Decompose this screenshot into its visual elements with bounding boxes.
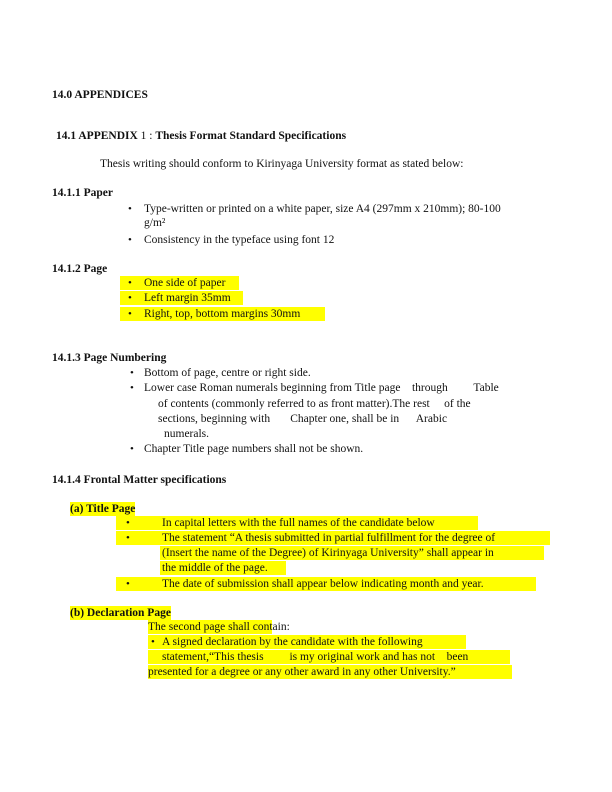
paper-item: Type-written or printed on a white paper, size A4 (297mm x 210mm); 80-100 <box>144 203 501 215</box>
bullet-icon: • <box>126 578 130 590</box>
bullet-icon: • <box>128 308 132 320</box>
page-item: Right, top, bottom margins 30mm <box>144 308 301 320</box>
declaration-intro: The second page shall contain: <box>148 621 290 633</box>
numbering-heading: 14.1.3 Page Numbering <box>52 352 167 364</box>
bullet-icon: • <box>130 443 134 455</box>
bullet-icon: • <box>128 234 132 246</box>
paper-item: Consistency in the typeface using font 12 <box>144 234 335 246</box>
numbering-item-cont: sections, beginning with Chapter one, shall be in Arabic <box>158 413 448 425</box>
paper-heading: 14.1.1 Paper <box>52 187 114 199</box>
intro-paragraph: Thesis writing should conform to Kirinyaga University format as stated below: <box>100 158 464 170</box>
page-item: Left margin 35mm <box>144 292 231 304</box>
title-page-item: The statement “A thesis submitted in partial fulfillment for the degree of <box>162 532 496 544</box>
numbering-item: Bottom of page, centre or right side. <box>144 367 311 379</box>
bullet-icon: • <box>130 382 134 394</box>
frontal-heading: 14.1.4 Frontal Matter specifications <box>52 474 227 486</box>
appendix-label: 14.1 APPENDIX <box>56 130 138 142</box>
title-page-item: The date of submission shall appear below indicating month and year. <box>162 578 484 590</box>
declaration-item-cont: presented for a degree or any other award in any other University.” <box>148 666 456 678</box>
bullet-icon: • <box>126 517 130 529</box>
page-heading: 14.1.2 Page <box>52 263 108 275</box>
bullet-icon: • <box>128 203 132 215</box>
bullet-icon: • <box>128 292 132 304</box>
bullet-icon: • <box>126 532 130 544</box>
numbering-item: Chapter Title page numbers shall not be shown. <box>144 443 364 455</box>
numbering-item: Lower case Roman numerals beginning from Title page through Table <box>144 382 499 394</box>
appendix-number: 1 : <box>137 130 156 142</box>
paper-item-cont: g/m² <box>144 217 166 229</box>
numbering-item-cont: of contents (commonly referred to as front matter).The rest of the <box>158 398 471 410</box>
bullet-icon: • <box>130 367 134 379</box>
declaration-heading: (b) Declaration Page <box>70 607 171 619</box>
bullet-icon: • <box>128 277 132 289</box>
declaration-item-cont: statement,“This thesis is my original work and has not been <box>162 651 469 663</box>
bullet-icon: • <box>151 636 155 648</box>
numbering-item-cont: numerals. <box>164 428 210 440</box>
title-page-item-cont: (Insert the name of the Degree) of Kirinyaga University” shall appear in <box>162 547 494 559</box>
title-page-item: In capital letters with the full names of the candidate below <box>162 517 435 529</box>
appendix-heading <box>56 129 346 143</box>
title-page-heading: (a) Title Page <box>70 503 136 515</box>
section-heading: 14.0 APPENDICES <box>52 89 148 101</box>
appendix-title: Thesis Format Standard Specifications <box>155 130 347 142</box>
title-page-item-cont: the middle of the page. <box>162 562 268 574</box>
declaration-item: A signed declaration by the candidate with the following <box>162 636 423 648</box>
page-item: One side of paper <box>144 277 226 289</box>
